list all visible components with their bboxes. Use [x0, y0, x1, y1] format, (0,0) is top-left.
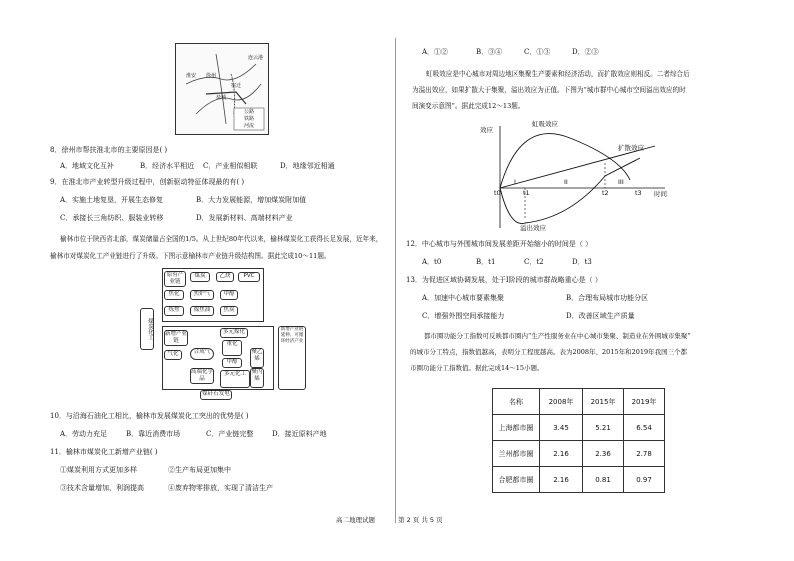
q10-option: A．劳动力充足 [60, 430, 108, 438]
y-axis-label: 效应 [480, 126, 493, 134]
table-cell: 合肥都市圈 [493, 467, 540, 493]
q10-option: C．产业链完整 [206, 430, 254, 438]
chain-node: 乙炔 [216, 272, 234, 282]
chain-node: 重化 [222, 340, 242, 356]
table-cell: 6.54 [624, 415, 665, 441]
x-axis-label: 时间 [654, 190, 667, 198]
chain-node: 聚乙烯 [250, 348, 264, 368]
q13-option: A．加速中心城市要素集聚 [422, 294, 505, 302]
intro-12-13-cont: 为溢出效应，如果扩散大于集聚，溢出效应为正值。下图为“城市群中心城市空间溢出效应的时 [412, 86, 686, 94]
chain-node: 多元化工 [220, 370, 250, 388]
q9-option: D．发展新材料、高端材料产业 [196, 214, 293, 222]
q11-item: ②生产布局更加集中 [168, 466, 231, 474]
table-cell: 2.78 [624, 441, 665, 467]
table-cell: 上海都市圈 [493, 415, 540, 441]
q8-option: A．地域文化互补 [60, 162, 115, 170]
chain-node: 煤矸石发电 [200, 390, 232, 400]
curve-label-spillover: 溢出效应 [520, 224, 546, 232]
chain-node: 原有产业链 [164, 271, 186, 287]
prev-option: B．③④ [476, 48, 503, 56]
table-cell: 0.81 [583, 467, 624, 493]
tick-label: t3 [635, 189, 642, 197]
table-cell: 2.16 [540, 441, 583, 467]
q8-option: D．地缘邻近相通 [280, 162, 335, 170]
chain-node: 新增产业链 [165, 331, 188, 344]
table-header-row [493, 389, 665, 415]
stage-label: III [618, 178, 624, 186]
table-header: 2019年 [624, 389, 665, 415]
table-header: 2015年 [583, 389, 624, 415]
map-label: 淮安 [186, 73, 197, 79]
chain-node: 高端化学品 [191, 369, 214, 382]
question-9: 9．在淮北市产业转型升级过程中，创新驱动特征体现最的有( ) [50, 178, 245, 186]
intro-14-15-cont: 的城市分工特点，指数值越高，表明分工程度越高。表为2008年、2015年和2019年我国三个都 [410, 348, 688, 356]
chain-node: 煤焦油 [190, 306, 214, 316]
tick-label: t2 [602, 189, 609, 197]
question-10: 10．与沿海石油化工相比，榆林市发展煤炭化工突出的优势是( ) [50, 412, 249, 420]
map-legend-item: 铁路 [244, 116, 255, 122]
effect-graph-svg [480, 118, 680, 236]
q10-option: D．接近原料产地 [272, 430, 327, 438]
question-12: 12．中心城市与外围城市间发展差距开始缩小的时间是（ ） [406, 240, 593, 248]
q11-item: ④废弃物零排放，实现了清洁生产 [168, 484, 273, 492]
question-13: 13．为促进区域协调发展，处于I阶段的城市群战略重心是（ ） [406, 276, 602, 284]
q12-option: A．t0 [422, 258, 442, 266]
chain-node: 气化 [164, 350, 182, 360]
map-label: 连云港 [248, 55, 264, 61]
q11-item: ③技术含量增加，利润提高 [60, 484, 144, 492]
spillover-curve [500, 158, 640, 224]
q9-option: B．大力发展能源，增加煤炭附加值 [196, 196, 307, 204]
intro-14-15: 都市圈功能分工指数可反映都市圈内“生产性服务业在中心城市集聚、制造业在外围城市集聚” [424, 332, 691, 340]
map-label: 宿迁 [231, 83, 242, 89]
footer-subject: 高二地理试题 [336, 516, 375, 524]
table-cell: 0.97 [624, 467, 665, 493]
right-summary-box: 新增产业链延伸、可循环经济产业 [278, 326, 306, 390]
table-cell: 5.21 [583, 415, 624, 441]
curve-label-siphon: 虹吸效应 [532, 120, 558, 128]
q13-option: C．增强外围空间承接能力 [422, 312, 505, 320]
stage-label: II [564, 178, 568, 186]
q10-option: B．靠近消费市场 [126, 430, 181, 438]
chain-node: 煤炭 [190, 272, 210, 282]
side-label: 煤炭化工 [140, 308, 154, 350]
chain-node: 甲醇 [222, 358, 242, 368]
footer-page: 第 2 页 共 5 页 [398, 516, 443, 524]
table-header: 2008年 [540, 389, 583, 415]
tick-label: t1 [523, 189, 530, 197]
q12-option: C．t2 [524, 258, 544, 266]
data-table [492, 388, 665, 493]
table-row [493, 467, 665, 493]
column-divider [395, 38, 396, 523]
q9-option: A．实施土地复垦，开展生态修复 [60, 196, 164, 204]
intro-14-15-cont: 市圈功能分工指数值。据此完成14～15小题。 [410, 364, 544, 372]
intro-10-11-cont: 榆林市对煤炭化工产业链进行了升级。下图示意榆林市产业链升级结构图。据此完成10～11题。 [50, 252, 331, 260]
table-row [493, 441, 665, 467]
effect-graph [480, 118, 680, 236]
map-legend-item: 河流 [244, 123, 255, 129]
function-index-table [492, 388, 665, 493]
chain-node: 甲醇 [220, 290, 238, 300]
question-8: 8．徐州市帮扶淮北市的主要原因是( ) [50, 146, 168, 154]
q13-option: D．改善区域生产质量 [566, 312, 635, 320]
chain-node: PVC [238, 272, 260, 282]
q13-option: B．合理布局城市功能分区 [566, 294, 649, 302]
question-11: 11．榆林市煤炭化工新增产业链( ) [50, 448, 158, 456]
chain-node: 炼焦 [164, 306, 184, 316]
chain-node: 焦化 [164, 290, 184, 300]
prev-option: C．①③ [524, 48, 551, 56]
prev-option: D．②③ [572, 48, 599, 56]
q8-option: C．产业相似相联 [203, 162, 258, 170]
table-row [493, 415, 665, 441]
chain-node: 焦炭 [220, 306, 238, 316]
table-cell: 3.45 [540, 415, 583, 441]
chain-node: 聚丙烯 [250, 368, 264, 388]
prev-option: A．①② [422, 48, 449, 56]
table-cell: 兰州都市圈 [493, 441, 540, 467]
q12-option: B．t1 [476, 258, 496, 266]
q9-option: C．承接长三角纺织、服装业转移 [60, 214, 164, 222]
industry-chain-diagram [140, 268, 310, 398]
q8-option: B．经济水平相近 [140, 162, 195, 170]
q11-item: ①煤炭利用方式更加多样 [60, 466, 137, 474]
table-cell: 2.36 [583, 441, 624, 467]
stage-label: I [514, 178, 516, 186]
tick-label: t0 [494, 189, 501, 197]
map-legend-item: 公路 [244, 109, 255, 115]
table-header: 名称 [493, 389, 540, 415]
intro-10-11: 榆林市位于陕西省北部，煤炭储量占全国的1/5。从上世纪80年代以来，榆林煤炭化工获得长足发展，近年来， [60, 235, 383, 243]
map-label: 徐州 [206, 73, 217, 79]
curve-label-diffusion: 扩散效应 [618, 144, 644, 152]
chain-node: 焦炉气 [190, 290, 214, 300]
intro-12-13-cont: 间演变示意图”。据此完成12～13题。 [412, 102, 525, 110]
intro-12-13: 虹吸效应是中心城市对周边地区集聚生产要素和经济活动，而扩散效应则相反。二者综合后 [426, 70, 690, 78]
map-label: 盐城 [216, 95, 227, 101]
table-cell: 2.16 [540, 467, 583, 493]
chain-node: 多元煤化 [220, 328, 248, 338]
q12-option: D．t3 [572, 258, 592, 266]
chain-node: 合成气 [190, 348, 214, 360]
map-figure [175, 43, 269, 135]
